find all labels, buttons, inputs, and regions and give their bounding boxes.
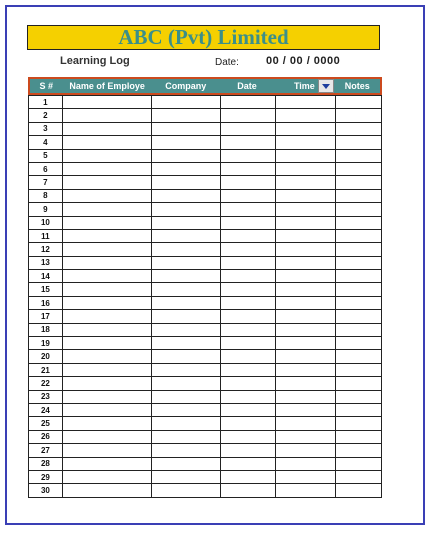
table-row (29, 309, 381, 322)
row-number: 9 (43, 204, 48, 214)
row-number: 12 (40, 244, 50, 254)
table-cell[interactable] (220, 337, 275, 349)
table-cell[interactable] (151, 324, 220, 336)
table-cell[interactable] (335, 324, 381, 336)
table-cell[interactable] (275, 484, 336, 496)
table-row (29, 363, 381, 376)
table-cell[interactable] (275, 471, 336, 483)
table-row (29, 242, 381, 255)
table-cell[interactable] (275, 96, 336, 108)
table-cell[interactable] (335, 123, 381, 135)
table-row (29, 229, 381, 242)
table-cell[interactable] (335, 203, 381, 215)
table-cell[interactable] (275, 364, 336, 376)
table-cell[interactable] (62, 377, 151, 389)
table-cell[interactable] (220, 458, 275, 470)
table-cell[interactable] (151, 431, 220, 443)
table-cell[interactable] (275, 417, 336, 429)
table-cell[interactable] (275, 190, 336, 202)
table-cell[interactable] (335, 136, 381, 148)
row-number: 26 (40, 432, 50, 442)
table-cell[interactable] (220, 270, 275, 282)
table-cell[interactable] (220, 230, 275, 242)
table-row (29, 216, 381, 229)
table-cell[interactable] (275, 391, 336, 403)
table-cell[interactable] (62, 136, 151, 148)
date-value[interactable]: 00 / 00 / 0000 (266, 55, 341, 67)
row-number: 11 (41, 231, 50, 241)
table-cell[interactable] (220, 471, 275, 483)
table-cell[interactable] (151, 458, 220, 470)
table-cell[interactable] (151, 109, 220, 121)
row-number: 16 (40, 298, 50, 308)
header-date: Date (237, 81, 257, 91)
table-row (29, 256, 381, 269)
title-banner (27, 25, 380, 50)
row-number: 14 (40, 271, 50, 281)
table-cell[interactable] (275, 176, 336, 188)
table-cell[interactable] (275, 203, 336, 215)
table-cell[interactable] (335, 417, 381, 429)
table-row (29, 269, 381, 282)
table-row (29, 149, 381, 162)
row-number: 10 (40, 218, 50, 228)
table-cell[interactable] (151, 391, 220, 403)
table-cell[interactable] (151, 297, 220, 309)
row-number: 22 (40, 378, 50, 388)
row-number: 19 (40, 338, 50, 348)
table-cell[interactable] (62, 310, 151, 322)
row-number: 5 (43, 151, 48, 161)
table-cell[interactable] (62, 243, 151, 255)
table-cell[interactable] (151, 484, 220, 496)
table-body (28, 95, 382, 498)
table-cell[interactable] (275, 310, 336, 322)
table-cell[interactable] (275, 324, 336, 336)
filter-dropdown-button[interactable] (318, 79, 334, 93)
table-cell[interactable] (335, 431, 381, 443)
table-cell[interactable] (335, 109, 381, 121)
table-cell[interactable] (62, 471, 151, 483)
table-cell[interactable] (62, 431, 151, 443)
table-cell[interactable] (220, 377, 275, 389)
table-row (29, 430, 381, 443)
table-header (28, 77, 382, 95)
log-subtitle: Learning Log (60, 55, 130, 67)
header-notes: Notes (344, 81, 370, 91)
table-cell[interactable] (220, 243, 275, 255)
table-cell[interactable] (62, 297, 151, 309)
table-cell[interactable] (151, 377, 220, 389)
table-row (29, 403, 381, 416)
table-row (29, 108, 381, 121)
table-cell[interactable] (151, 364, 220, 376)
table-cell[interactable] (335, 337, 381, 349)
row-number: 2 (43, 111, 48, 121)
table-cell[interactable] (335, 444, 381, 456)
table-row (29, 282, 381, 295)
row-number: 13 (40, 258, 50, 268)
table-cell[interactable] (220, 391, 275, 403)
row-number: 21 (40, 365, 50, 375)
row-number: 4 (43, 137, 48, 147)
table-cell[interactable] (335, 217, 381, 229)
table-cell[interactable] (151, 150, 220, 162)
table-cell[interactable] (220, 96, 275, 108)
table-cell[interactable] (62, 96, 151, 108)
row-number: 20 (40, 352, 50, 362)
table-cell[interactable] (62, 324, 151, 336)
table-cell[interactable] (220, 431, 275, 443)
date-label: Date: (215, 57, 239, 68)
row-number: 18 (40, 325, 50, 335)
table-row (29, 162, 381, 175)
table-cell[interactable] (220, 123, 275, 135)
table-cell[interactable] (151, 96, 220, 108)
table-cell[interactable] (275, 377, 336, 389)
table-cell[interactable] (151, 136, 220, 148)
table-cell[interactable] (220, 297, 275, 309)
table-cell[interactable] (62, 283, 151, 295)
table-cell[interactable] (151, 404, 220, 416)
table-cell[interactable] (220, 109, 275, 121)
table-cell[interactable] (275, 297, 336, 309)
table-cell[interactable] (151, 310, 220, 322)
row-number: 24 (40, 405, 50, 415)
table-cell[interactable] (62, 391, 151, 403)
table-cell[interactable] (62, 337, 151, 349)
dropdown-arrow-icon (322, 84, 330, 89)
table-cell[interactable] (335, 404, 381, 416)
table-cell[interactable] (335, 364, 381, 376)
table-row (29, 122, 381, 135)
table-cell[interactable] (62, 444, 151, 456)
table-cell[interactable] (335, 484, 381, 496)
header-time: Time (293, 81, 315, 91)
table-cell[interactable] (335, 96, 381, 108)
table-row (29, 390, 381, 403)
table-cell[interactable] (220, 163, 275, 175)
table-cell[interactable] (220, 176, 275, 188)
table-cell[interactable] (275, 270, 336, 282)
header-time-cell (274, 79, 334, 93)
table-cell[interactable] (220, 257, 275, 269)
table-cell[interactable] (335, 310, 381, 322)
table-row (29, 336, 381, 349)
row-number: 6 (43, 164, 48, 174)
row-number: 29 (40, 472, 50, 482)
table-cell[interactable] (62, 458, 151, 470)
table-cell[interactable] (62, 123, 151, 135)
table-row (29, 202, 381, 215)
table-cell[interactable] (62, 203, 151, 215)
table-cell[interactable] (151, 230, 220, 242)
table-cell[interactable] (335, 270, 381, 282)
row-number: 15 (40, 285, 50, 295)
table-cell[interactable] (335, 391, 381, 403)
table-cell[interactable] (275, 217, 336, 229)
table-cell[interactable] (151, 283, 220, 295)
table-cell[interactable] (62, 270, 151, 282)
row-number: 1 (43, 97, 48, 107)
table-cell[interactable] (220, 324, 275, 336)
table-cell[interactable] (335, 283, 381, 295)
table-cell[interactable] (151, 444, 220, 456)
table-cell[interactable] (335, 150, 381, 162)
row-number: 17 (40, 311, 50, 321)
table-cell[interactable] (275, 337, 336, 349)
table-cell[interactable] (275, 123, 336, 135)
table-cell[interactable] (275, 230, 336, 242)
table-cell[interactable] (220, 150, 275, 162)
row-number: 25 (40, 419, 50, 429)
table-cell[interactable] (275, 283, 336, 295)
table-cell[interactable] (275, 431, 336, 443)
table-cell[interactable] (275, 350, 336, 362)
table-cell[interactable] (62, 150, 151, 162)
table-cell[interactable] (335, 243, 381, 255)
table-cell[interactable] (151, 203, 220, 215)
header-company: Company (165, 81, 207, 91)
table-row (29, 349, 381, 362)
table-cell[interactable] (151, 123, 220, 135)
table-cell[interactable] (62, 257, 151, 269)
table-cell[interactable] (275, 136, 336, 148)
table-cell[interactable] (335, 350, 381, 362)
table-cell[interactable] (220, 283, 275, 295)
table-cell[interactable] (220, 310, 275, 322)
table-cell[interactable] (220, 404, 275, 416)
table-cell[interactable] (151, 337, 220, 349)
table-cell[interactable] (62, 230, 151, 242)
table-cell[interactable] (62, 190, 151, 202)
table-row (29, 457, 381, 470)
table-cell[interactable] (335, 230, 381, 242)
header-serial: S # (39, 81, 54, 91)
table-cell[interactable] (62, 217, 151, 229)
table-cell[interactable] (62, 417, 151, 429)
table-cell[interactable] (335, 458, 381, 470)
row-number: 8 (43, 191, 48, 201)
table-cell[interactable] (62, 176, 151, 188)
table-row (29, 296, 381, 309)
table-cell[interactable] (62, 109, 151, 121)
table-cell[interactable] (220, 190, 275, 202)
table-cell[interactable] (151, 176, 220, 188)
table-cell[interactable] (151, 257, 220, 269)
table-cell[interactable] (275, 150, 336, 162)
table-cell[interactable] (275, 163, 336, 175)
table-cell[interactable] (275, 109, 336, 121)
table-cell[interactable] (335, 257, 381, 269)
row-number: 7 (43, 178, 48, 188)
table-row (29, 135, 381, 148)
table-row (29, 416, 381, 429)
table-row (29, 175, 381, 188)
table-cell[interactable] (151, 350, 220, 362)
table-cell[interactable] (335, 190, 381, 202)
table-cell[interactable] (335, 471, 381, 483)
row-number: 3 (43, 124, 48, 134)
learning-log-table (28, 77, 382, 498)
table-cell[interactable] (275, 444, 336, 456)
table-cell[interactable] (151, 243, 220, 255)
table-cell[interactable] (275, 257, 336, 269)
table-cell[interactable] (151, 270, 220, 282)
table-cell[interactable] (62, 484, 151, 496)
table-cell[interactable] (151, 417, 220, 429)
header-employee-name: Name of Employe (69, 81, 145, 91)
row-number: 23 (40, 392, 50, 402)
table-cell[interactable] (335, 176, 381, 188)
table-row (29, 470, 381, 483)
table-row (29, 323, 381, 336)
table-cell[interactable] (151, 163, 220, 175)
table-cell[interactable] (220, 203, 275, 215)
table-row (29, 483, 381, 496)
table-cell[interactable] (220, 444, 275, 456)
table-cell[interactable] (220, 417, 275, 429)
table-row (29, 443, 381, 456)
table-cell[interactable] (62, 364, 151, 376)
table-cell[interactable] (335, 377, 381, 389)
table-cell[interactable] (62, 350, 151, 362)
table-cell[interactable] (62, 163, 151, 175)
table-cell[interactable] (335, 163, 381, 175)
table-cell[interactable] (220, 136, 275, 148)
table-row (29, 376, 381, 389)
table-cell[interactable] (275, 243, 336, 255)
table-cell[interactable] (220, 350, 275, 362)
table-cell[interactable] (275, 404, 336, 416)
row-number: 28 (40, 459, 50, 469)
table-cell[interactable] (151, 217, 220, 229)
table-cell[interactable] (275, 458, 336, 470)
table-cell[interactable] (220, 484, 275, 496)
row-number: 27 (40, 445, 50, 455)
table-cell[interactable] (220, 217, 275, 229)
table-row (29, 95, 381, 108)
company-title: ABC (Pvt) Limited (118, 25, 289, 49)
table-row (29, 189, 381, 202)
table-cell[interactable] (335, 297, 381, 309)
table-cell[interactable] (62, 404, 151, 416)
table-cell[interactable] (151, 190, 220, 202)
table-cell[interactable] (220, 364, 275, 376)
row-number: 30 (40, 486, 50, 496)
table-cell[interactable] (151, 471, 220, 483)
